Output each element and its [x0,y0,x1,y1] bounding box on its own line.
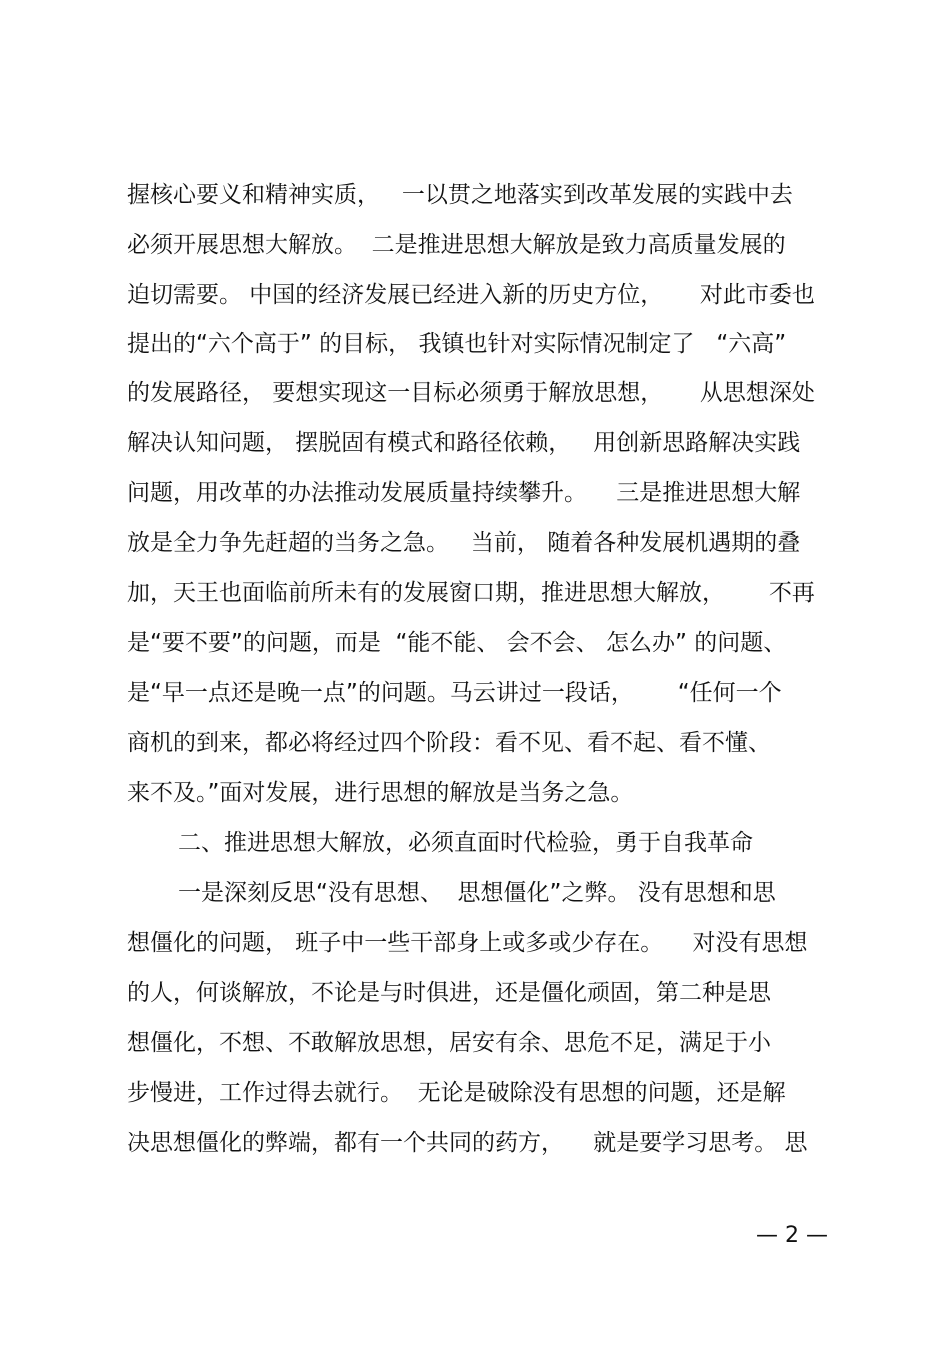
body-text-line: 是“要不要”的问题，而是 “能不能、 会不会、 怎么办” 的问题、 [127,630,787,656]
body-text-line: 问题，用改革的办法推动发展质量持续攀升。 三是推进思想大解 [127,480,801,506]
body-text-line: 来不及。”面对发展，进行思想的解放是当务之急。 [127,780,634,806]
body-text-line: 迫切需要。 中国的经济发展已经进入新的历史方位， 对此市委也 [127,282,815,308]
body-text-line: 放是全力争先赶超的当务之急。 当前， 随着各种发展机遇期的叠 [127,530,801,556]
paragraph-first-line: 一是深刻反思“没有思想、 思想僵化”之弊。 没有思想和思 [178,880,776,906]
body-text-line: 步慢进，工作过得去就行。 无论是破除没有思想的问题，还是解 [127,1080,786,1106]
body-text-line: 握核心要义和精神实质， 一以贯之地落实到改革发展的实践中去 [127,182,793,208]
page-number: — 2 — [756,1223,828,1248]
body-text-line: 的人，何谈解放，不论是与时俱进，还是僵化顽固，第二种是思 [127,980,771,1006]
body-text-line: 加，天王也面临前所未有的发展窗口期，推进思想大解放， 不再 [127,580,815,606]
body-text-line: 提出的“六个高于” 的目标， 我镇也针对实际情况制定了 “六高” [127,331,787,357]
section-heading: 二、推进思想大解放，必须直面时代检验，勇于自我革命 [178,830,753,856]
body-text-line: 决思想僵化的弊端，都有一个共同的药方， 就是要学习思考。 思 [127,1130,808,1156]
body-text-line: 解决认知问题， 摆脱固有模式和路径依赖， 用创新思路解决实践 [127,430,801,456]
body-text-line: 是“早一点还是晚一点”的问题。马云讲过一段话， “任何一个 [127,680,782,706]
body-text-line: 想僵化的问题， 班子中一些干部身上或多或少存在。 对没有思想 [127,930,808,956]
body-text-line: 的发展路径， 要想实现这一目标必须勇于解放思想， 从思想深处 [127,380,815,406]
body-text-line: 想僵化，不想、不敢解放思想，居安有余、思危不足，满足于小 [127,1030,771,1056]
body-text-line: 必须开展思想大解放。 二是推进思想大解放是致力高质量发展的 [127,232,786,258]
body-text-line: 商机的到来，都必将经过四个阶段：看不见、看不起、看不懂、 [127,730,771,756]
